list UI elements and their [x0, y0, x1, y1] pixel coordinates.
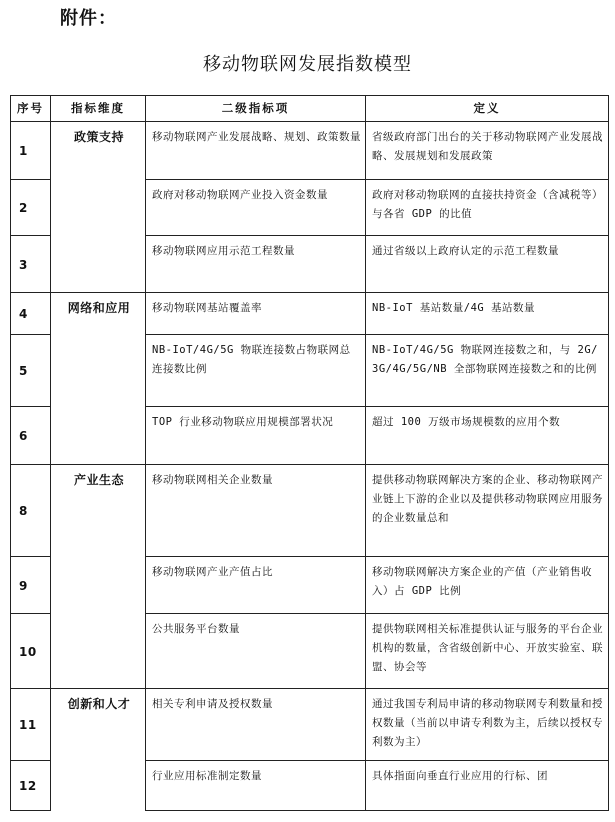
item-cell: 政府对移动物联网产业投入资金数量 — [146, 180, 366, 236]
column-header-item: 二级指标项 — [146, 96, 366, 122]
item-cell: 移动物联网产业产值占比 — [146, 557, 366, 614]
table-row — [11, 689, 609, 761]
row-number: 5 — [11, 335, 51, 407]
dimension-cell: 网络和应用 — [51, 293, 146, 335]
row-number: 2 — [11, 180, 51, 236]
item-cell: TOP 行业移动物联应用规模部署状况 — [146, 407, 366, 465]
dimension-cell — [51, 614, 146, 689]
table-header-row — [11, 96, 609, 122]
dimension-cell — [51, 407, 146, 465]
dimension-cell — [51, 180, 146, 236]
definition-cell: 具体指面向垂直行业应用的行标、团 — [366, 761, 609, 811]
table-row — [11, 557, 609, 614]
item-cell: 移动物联网应用示范工程数量 — [146, 236, 366, 293]
table-row — [11, 407, 609, 465]
definition-cell: 移动物联网解决方案企业的产值（产业销售收入）占 GDP 比例 — [366, 557, 609, 614]
row-number: 11 — [11, 689, 51, 761]
column-header-definition: 定义 — [366, 96, 609, 122]
definition-cell: 提供移动物联网解决方案的企业、移动物联网产业链上下游的企业以及提供移动物联网应用服务的企业数量总和 — [366, 465, 609, 557]
definition-cell: 超过 100 万级市场规模数的应用个数 — [366, 407, 609, 465]
item-cell: NB-IoT/4G/5G 物联连接数占物联网总连接数比例 — [146, 335, 366, 407]
column-header-dimension: 指标维度 — [51, 96, 146, 122]
row-number: 6 — [11, 407, 51, 465]
definition-cell: 省级政府部门出台的关于移动物联网产业发展战略、发展规划和发展政策 — [366, 122, 609, 180]
row-number: 12 — [11, 761, 51, 811]
definition-cell: 政府对移动物联网的直接扶持资金（含减税等）与各省 GDP 的比值 — [366, 180, 609, 236]
dimension-cell: 产业生态 — [51, 465, 146, 557]
table-row — [11, 180, 609, 236]
row-number: 9 — [11, 557, 51, 614]
definition-cell: 通过我国专利局申请的移动物联网专利数量和授权数量（当前以申请专利数为主，后续以授权专利数为主） — [366, 689, 609, 761]
item-cell: 相关专利申请及授权数量 — [146, 689, 366, 761]
dimension-cell — [51, 335, 146, 407]
table-row — [11, 335, 609, 407]
item-cell: 移动物联网相关企业数量 — [146, 465, 366, 557]
item-cell: 行业应用标准制定数量 — [146, 761, 366, 811]
dimension-cell — [51, 236, 146, 293]
dimension-cell — [51, 761, 146, 811]
attachment-label: 附件： — [60, 8, 117, 29]
table-row — [11, 761, 609, 811]
document-title: 移动物联网发展指数模型 — [203, 54, 412, 75]
definition-cell: 提供物联网相关标准提供认证与服务的平台企业机构的数量，含省级创新中心、开放实验室、联盟、协会等 — [366, 614, 609, 689]
dimension-cell: 政策支持 — [51, 122, 146, 180]
column-header-number: 序号 — [11, 96, 51, 122]
row-number: 4 — [11, 293, 51, 335]
definition-cell: NB-IoT 基站数量/4G 基站数量 — [366, 293, 609, 335]
row-number: 10 — [11, 614, 51, 689]
table-row — [11, 614, 609, 689]
index-model-table — [10, 95, 609, 811]
table-row — [11, 236, 609, 293]
item-cell: 移动物联网基站覆盖率 — [146, 293, 366, 335]
definition-cell: NB-IoT/4G/5G 物联网连接数之和，与 2G/3G/4G/5G/NB 全部物联网连接数之和的比例 — [366, 335, 609, 407]
row-number: 3 — [11, 236, 51, 293]
item-cell: 移动物联网产业发展战略、规划、政策数量 — [146, 122, 366, 180]
row-number: 8 — [11, 465, 51, 557]
table-row — [11, 293, 609, 335]
row-number: 1 — [11, 122, 51, 180]
table-row — [11, 465, 609, 557]
item-cell: 公共服务平台数量 — [146, 614, 366, 689]
dimension-cell: 创新和人才 — [51, 689, 146, 761]
definition-cell: 通过省级以上政府认定的示范工程数量 — [366, 236, 609, 293]
dimension-cell — [51, 557, 146, 614]
table-row — [11, 122, 609, 180]
